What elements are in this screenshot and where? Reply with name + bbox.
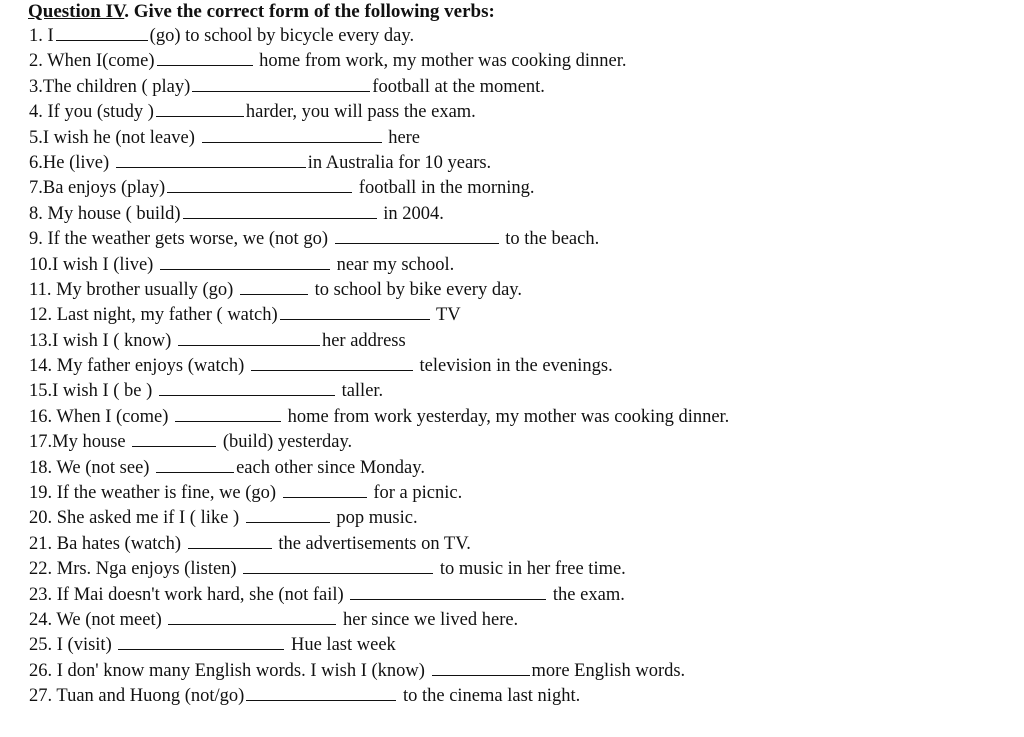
item-continuation: here	[388, 127, 421, 148]
item-prompt: 15.I wish I ( be )	[29, 381, 153, 402]
item-continuation: the exam.	[552, 584, 625, 605]
exercise-item	[29, 481, 989, 506]
item-prompt: 27. Tuan and Huong (not/go)	[29, 686, 245, 707]
exercise-item	[29, 278, 989, 303]
answer-blank[interactable]	[246, 685, 396, 701]
item-prompt: 8. My house ( build)	[29, 203, 181, 224]
item-prompt: 23. If Mai doesn't work hard, she (not fail)	[29, 584, 344, 605]
exercise-item	[29, 379, 989, 404]
answer-blank[interactable]	[175, 406, 281, 422]
item-prompt: 12. Last night, my father ( watch)	[29, 305, 278, 326]
exercise-item	[29, 303, 989, 328]
exercise-item	[29, 633, 989, 658]
item-prompt: 3.The children ( play)	[29, 76, 191, 97]
item-prompt: 17.My house	[29, 432, 126, 453]
exercise-item	[29, 557, 989, 582]
exercise-item	[29, 354, 989, 379]
item-continuation: each other since Monday.	[236, 457, 425, 478]
item-prompt: 16. When I (come)	[29, 406, 169, 427]
item-continuation: home from work, my mother was cooking dinner.	[259, 51, 627, 72]
answer-blank[interactable]	[350, 584, 546, 600]
answer-blank[interactable]	[159, 380, 335, 396]
answer-blank[interactable]	[167, 177, 352, 193]
item-continuation: in Australia for 10 years.	[307, 152, 492, 173]
item-continuation: (go) to school by bicycle every day.	[149, 26, 415, 46]
item-continuation: to the beach.	[505, 229, 600, 250]
exercise-item	[29, 100, 989, 125]
answer-blank[interactable]	[56, 25, 148, 41]
item-prompt: 14. My father enjoys (watch)	[29, 356, 245, 377]
exercise-item	[29, 176, 989, 201]
item-continuation: Hue last week	[290, 635, 396, 656]
item-continuation: TV	[435, 305, 461, 326]
item-continuation: the advertisements on TV.	[278, 533, 471, 554]
exercise-item	[29, 405, 989, 430]
exercise-item	[29, 227, 989, 252]
item-continuation: her address	[321, 330, 406, 351]
answer-blank[interactable]	[335, 228, 499, 244]
exercise-list	[29, 24, 989, 710]
item-prompt: 13.I wish I ( know)	[29, 330, 172, 351]
item-prompt: 20. She asked me if I ( like )	[29, 508, 240, 529]
exercise-item	[29, 75, 989, 100]
item-continuation: for a picnic.	[373, 483, 463, 504]
item-continuation: more English words.	[531, 660, 686, 681]
item-prompt: 24. We (not meet)	[29, 609, 162, 630]
exercise-item	[29, 24, 989, 49]
exercise-item	[29, 49, 989, 74]
answer-blank[interactable]	[432, 660, 530, 676]
answer-blank[interactable]	[178, 330, 320, 346]
item-continuation: football at the moment.	[372, 76, 545, 97]
answer-blank[interactable]	[280, 304, 430, 320]
exercise-item	[29, 126, 989, 151]
item-prompt: 7.Ba enjoys (play)	[29, 178, 166, 199]
answer-blank[interactable]	[157, 50, 253, 66]
item-continuation: (build) yesterday.	[222, 432, 353, 453]
item-prompt: 6.He (live)	[29, 152, 110, 173]
item-prompt: 21. Ba hates (watch)	[29, 533, 182, 554]
item-continuation: in 2004.	[383, 203, 444, 224]
answer-blank[interactable]	[156, 101, 244, 117]
item-prompt: 18. We (not see)	[29, 457, 150, 478]
answer-blank[interactable]	[192, 76, 370, 92]
item-continuation: harder, you will pass the exam.	[245, 102, 476, 123]
item-prompt: 11. My brother usually (go)	[29, 279, 234, 300]
exercise-item	[29, 151, 989, 176]
answer-blank[interactable]	[188, 533, 272, 549]
item-continuation: to the cinema last night.	[402, 686, 581, 707]
exercise-item	[29, 430, 989, 455]
answer-blank[interactable]	[132, 431, 216, 447]
item-prompt: 2. When I(come)	[29, 51, 155, 72]
question-heading	[28, 1, 495, 23]
item-continuation: taller.	[341, 381, 384, 402]
answer-blank[interactable]	[183, 203, 377, 219]
answer-blank[interactable]	[156, 457, 234, 473]
exercise-item	[29, 329, 989, 354]
answer-blank[interactable]	[202, 127, 382, 143]
exercise-item	[29, 202, 989, 227]
item-continuation: television in the evenings.	[419, 356, 613, 377]
item-prompt: 22. Mrs. Nga enjoys (listen)	[29, 559, 237, 580]
exercise-item	[29, 532, 989, 557]
item-continuation: football in the morning.	[358, 178, 535, 199]
item-continuation: her since we lived here.	[343, 609, 519, 630]
item-continuation: home from work yesterday, my mother was cooking dinner.	[287, 406, 730, 427]
item-prompt: 5.I wish he (not leave)	[29, 127, 195, 148]
item-continuation: to music in her free time.	[439, 559, 626, 580]
exercise-item	[29, 608, 989, 633]
exercise-item	[29, 684, 989, 709]
answer-blank[interactable]	[246, 507, 330, 523]
exercise-item	[29, 456, 989, 481]
item-continuation: pop music.	[336, 508, 418, 529]
answer-blank[interactable]	[243, 558, 433, 574]
item-prompt: 10.I wish I (live)	[29, 254, 154, 275]
answer-blank[interactable]	[283, 482, 367, 498]
answer-blank[interactable]	[118, 634, 284, 650]
exercise-item	[29, 506, 989, 531]
question-label: Question IV	[28, 1, 125, 22]
item-prompt: 1. I	[29, 26, 54, 46]
exercise-item	[29, 583, 989, 608]
answer-blank[interactable]	[168, 609, 336, 625]
item-prompt: 4. If you (study )	[29, 102, 154, 123]
item-continuation: near my school.	[336, 254, 455, 275]
item-prompt: 25. I (visit)	[29, 635, 112, 656]
exercise-item	[29, 253, 989, 278]
answer-blank[interactable]	[116, 152, 306, 168]
item-continuation: to school by bike every day.	[314, 279, 522, 300]
item-prompt: 26. I don' know many English words. I wish I (know)	[29, 660, 425, 681]
answer-blank[interactable]	[240, 279, 308, 295]
exercise-item	[29, 659, 989, 684]
item-prompt: 9. If the weather gets worse, we (not go)	[29, 229, 328, 250]
answer-blank[interactable]	[251, 355, 413, 371]
question-instruction: . Give the correct form of the following verbs:	[124, 1, 495, 22]
answer-blank[interactable]	[160, 254, 330, 270]
item-prompt: 19. If the weather is fine, we (go)	[29, 483, 277, 504]
